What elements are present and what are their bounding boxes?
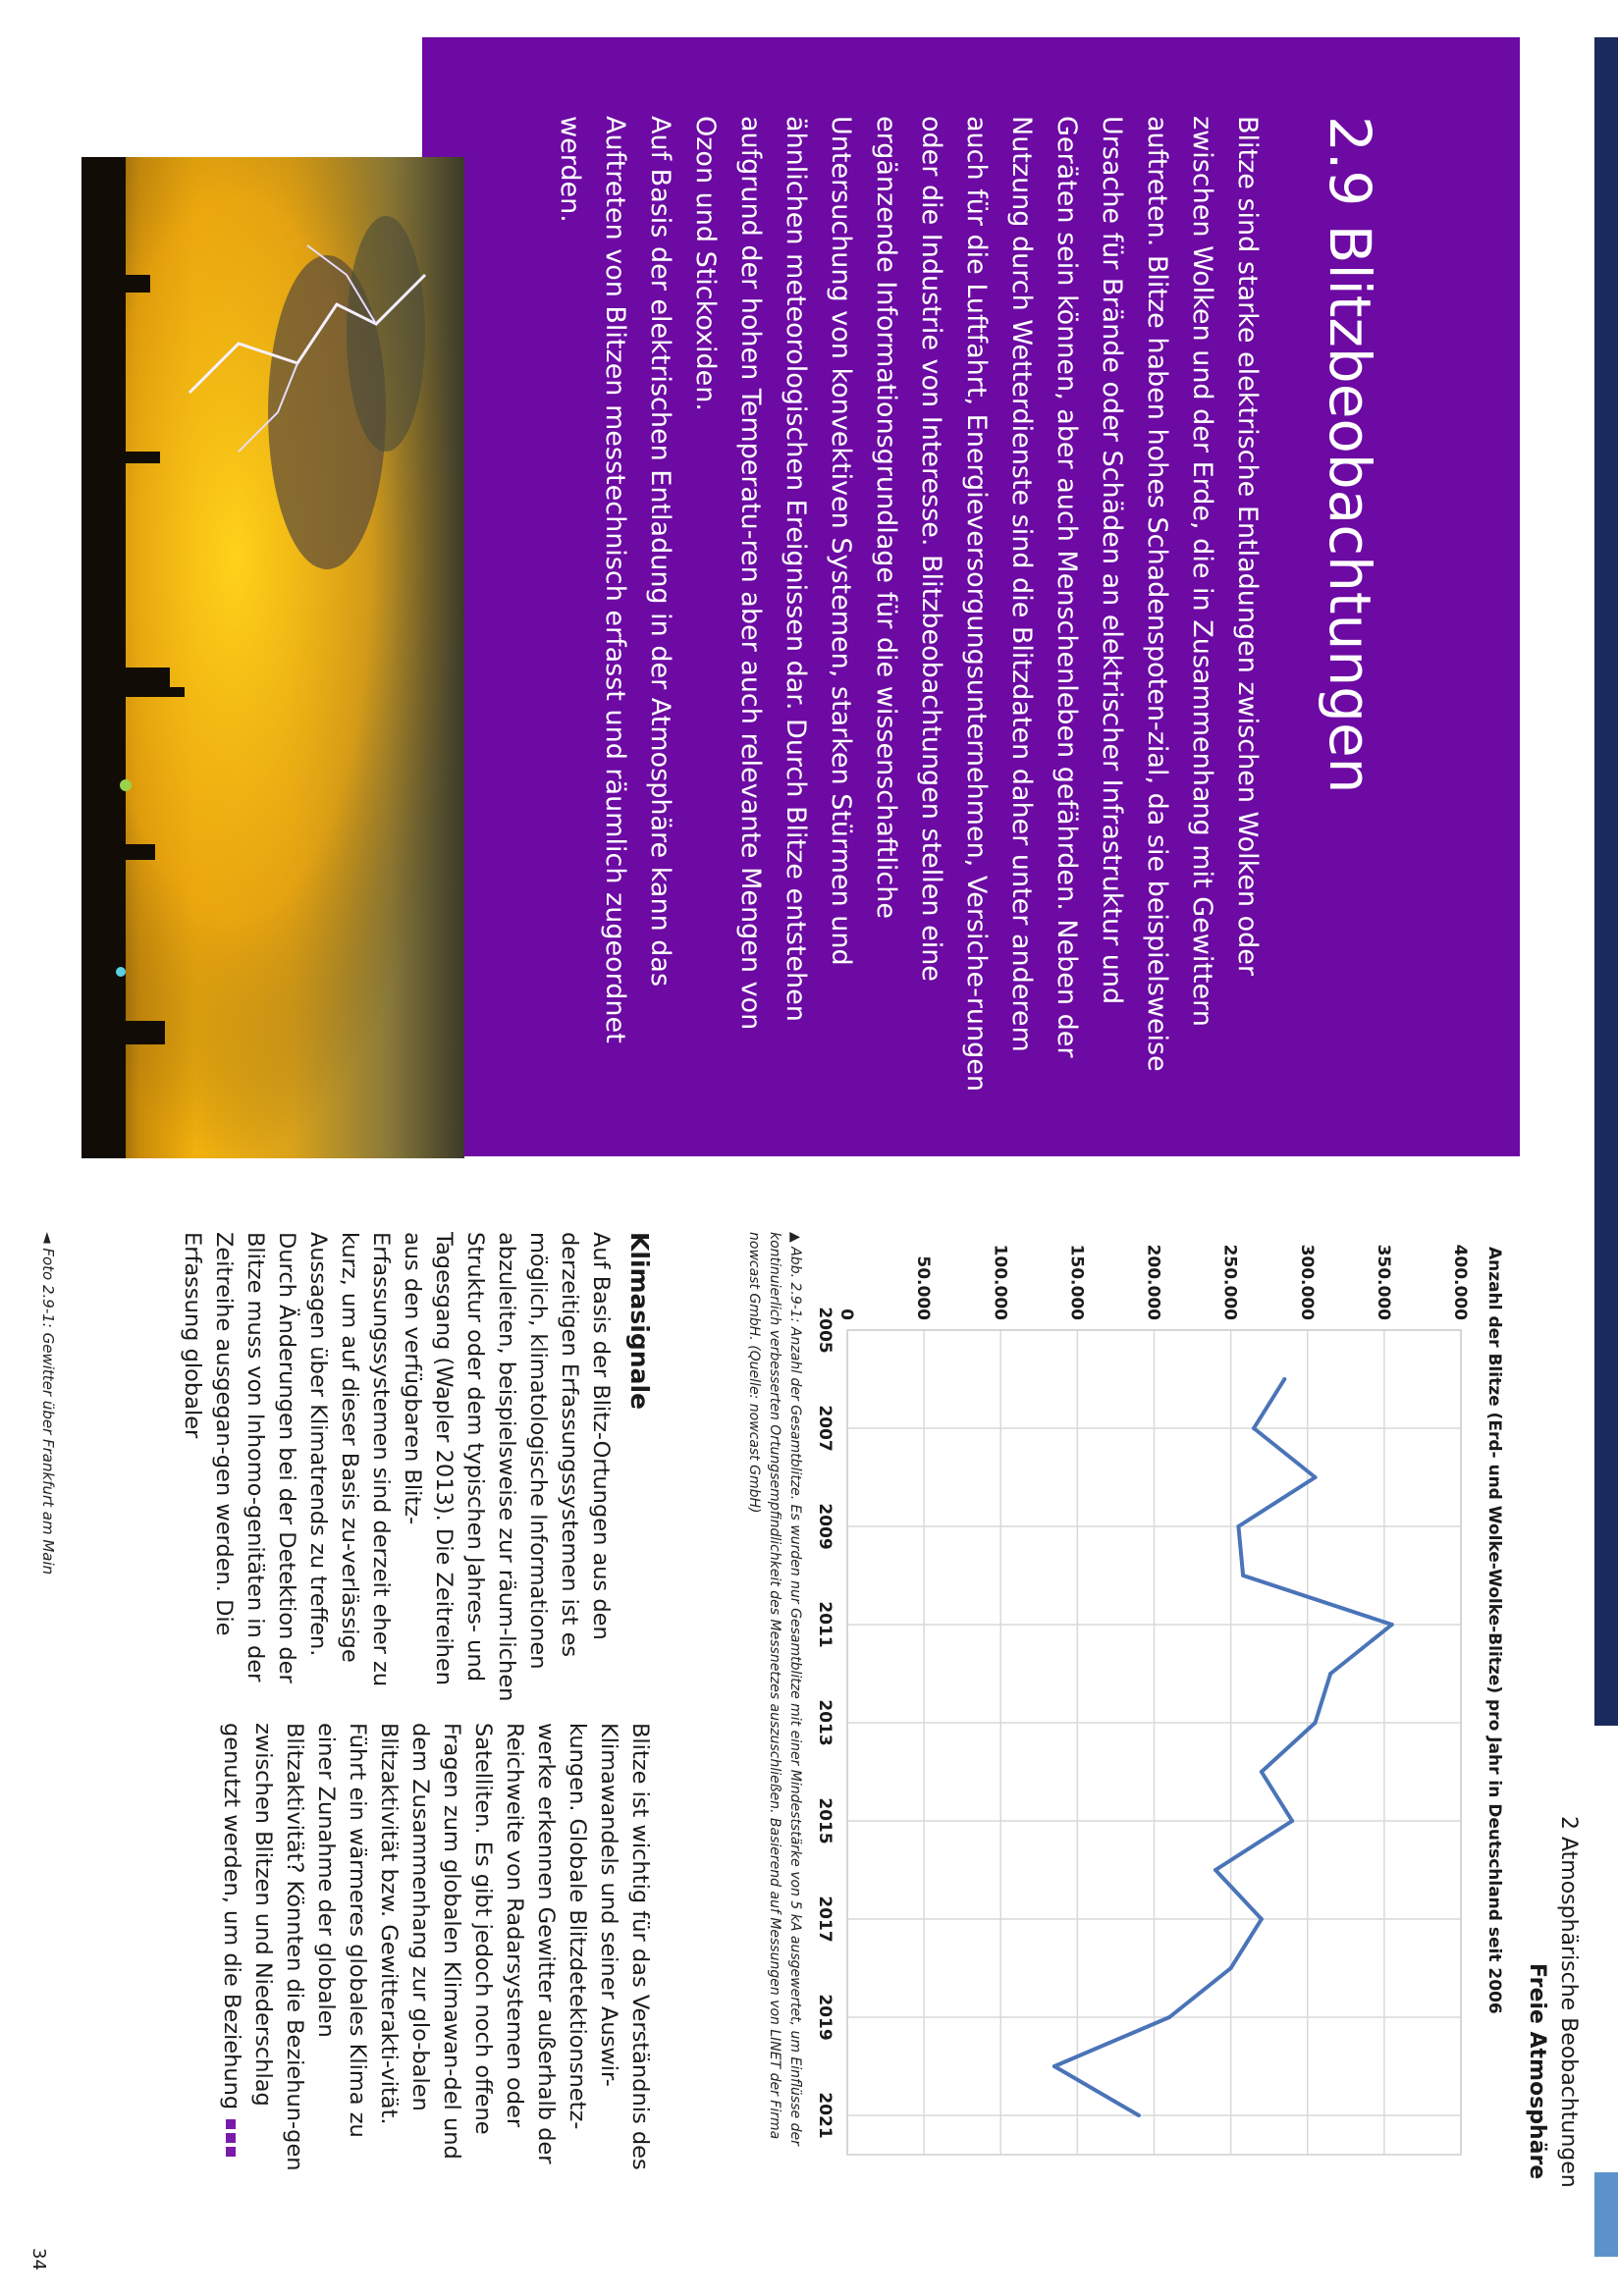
data-point: [1167, 2015, 1171, 2019]
photo-caption-text: Foto 2.9-1: Gewitter über Frankfurt am Main: [39, 1248, 57, 1575]
y-tick-label: 100.000: [990, 1244, 1010, 1320]
data-point: [1241, 1574, 1245, 1577]
y-tick-label: 300.000: [1296, 1244, 1317, 1320]
data-point: [1260, 1770, 1264, 1774]
x-tick-label: 2015: [815, 1797, 835, 1844]
header-bar: [1594, 37, 1618, 1726]
page-title: 2.9 Blitzbeobachtungen: [1317, 116, 1383, 794]
data-point: [1137, 2113, 1141, 2117]
thunderstorm-photo: [81, 157, 464, 1158]
y-tick-label: 400.000: [1450, 1244, 1470, 1320]
photo-caption-marker: ◄: [39, 1232, 57, 1244]
chart-svg: [808, 1237, 1476, 2169]
x-tick-label: 2007: [815, 1405, 835, 1452]
data-point: [1290, 1819, 1294, 1823]
klimasignale-heading: Klimasignale: [625, 1232, 654, 1410]
data-point: [1052, 2064, 1056, 2068]
klimasignale-column-2: [216, 1723, 656, 2174]
photo-caption: [39, 1232, 57, 1575]
y-tick-label: 200.000: [1143, 1244, 1163, 1320]
x-tick-label: 2017: [815, 1896, 835, 1943]
data-point: [1260, 1917, 1264, 1921]
x-tick-label: 2009: [815, 1503, 835, 1550]
data-point: [1229, 1966, 1233, 1970]
y-tick-label: 150.000: [1066, 1244, 1087, 1320]
series-line: [1054, 1379, 1392, 2115]
data-point: [1314, 1475, 1318, 1479]
intro-paragraph-1: Blitze sind starke elektrische Entladungen zwischen Wolken oder zwischen Wolken und der Erde, die in Zusammenhang mit Gewittern auftreten. Blitze haben hohes Schadenspoten-zial, da sie beispielsweise Ursache für Brände oder Schäden an elektrischer Infrastruktur und Geräten sein können, aber auch Menschenleben gefährden. Neben der Nutzung durch Wetterdienste sind die Blitzdaten daher unter anderem auch für die Luftfahrt, Energieversorgungsunternehmen, Versiche-rungen oder die Industrie von Interesse. Blitzbeobachtungen stellen eine ergänzende Informationsgrundlage für die wissenschaftliche Untersuchung von konvektiven Systemen, starken Stürmen und ähnlichen meteorologischen Ereignissen dar. Durch Blitze entstehen aufgrund der hohen Temperatu-ren aber auch relevante Mengen von Ozon und Stickoxiden.: [690, 116, 1263, 1093]
klimasignale-column-1: Auf Basis der Blitz-Ortungen aus den derzeitigen Erfassungssystemen ist es möglich, klimatologische Informationen abzuleiten, beispielsweise zur räum-lichen Struktur oder dem typischen Jahres- und Tagesgang (Wapler 2013). Die Zeitreihen aus den verfügbaren Blitz-Erfassungssystemen sind derzeit eher zu kurz, um auf dieser Basis zu-verlässige Aussagen über Klimatrends zu treffen. Durch Änderungen bei der Detektion der Blitze muss von Inhomo-genitäten in der Zeitreihe ausgegan-gen werden. Die Erfassung globaler: [180, 1232, 614, 1702]
intro-paragraph-2: Auf Basis der elektrischen Entladung in der Atmosphäre kann das Auftreten von Blitzen messtechnisch erfasst und räumlich zugeordnet werden.: [555, 116, 675, 1043]
accent-square: [1594, 2172, 1618, 2257]
y-tick-label: 350.000: [1373, 1244, 1393, 1320]
caption-marker: ▲: [787, 1232, 803, 1243]
data-point: [1282, 1377, 1286, 1381]
x-tick-label: 2013: [815, 1699, 835, 1746]
klimasignale-column-2-text: Blitze ist wichtig für das Verständnis des Klimawandels und seiner Auswir-kungen. Globale Blitzdetektionsnetz-werke erkennen Gewitter außerhalb der Reichweite von Radarsystemen oder Satelliten. Es gibt jedoch noch offene Fragen zum globalen Klimawan-del und dem Zusammenhang zur glo-balen Blitzaktivität bzw. Gewitterakti-vität. Führt ein wärmeres globales Klima zu einer Zunahme der globalen Blitzaktivität? Könnten die Beziehun-gen zwischen Blitzen und Niederschlag genutzt werden, um die Beziehung: [219, 1723, 653, 2171]
data-point: [1390, 1623, 1394, 1627]
data-point: [1236, 1524, 1240, 1528]
lightning-chart: [808, 1237, 1476, 2169]
header-section: 2 Atmosphärische Beobachtungen: [1556, 1816, 1581, 2188]
header-subsection: Freie Atmosphäre: [1525, 1963, 1549, 2180]
caption-label: Abb. 2.9-1:: [787, 1247, 803, 1323]
photo-illustration: [81, 157, 464, 1158]
chart-title: Anzahl der Blitze (Erd- und Wolke-Wolke-Blitze) pro Jahr in Deutschland seit 2006: [1484, 1247, 1504, 2014]
data-point: [1328, 1672, 1332, 1676]
intro-text: [547, 116, 1269, 1097]
x-tick-label: 2011: [815, 1601, 835, 1648]
end-marks: [216, 2115, 247, 2157]
data-point: [1314, 1721, 1318, 1725]
x-tick-label: 2021: [815, 2092, 835, 2139]
data-point: [1252, 1426, 1256, 1430]
y-tick-label: 50.000: [913, 1255, 934, 1320]
y-tick-label: 250.000: [1219, 1244, 1240, 1320]
caption-text: Anzahl der Gesamtblitze. Es wurden nur Gesamtblitze mit einer Mindeststärke von 5 kA ausgewertet, um Einflüsse der kontinuierlich verbesserten Ortungsempfindlichkeit des Messnetzes auszuschließen. Basierend auf Messungen von LINET der Firma nowcast GmbH. (Quelle: nowcast GmbH): [746, 1232, 803, 2146]
data-point: [1214, 1868, 1217, 1872]
x-tick-label: 2019: [815, 1994, 835, 2041]
page-number: 34: [28, 2248, 49, 2270]
figure-caption: [743, 1232, 805, 2174]
y-tick-label: 0: [836, 1308, 856, 1320]
x-tick-label: 2005: [815, 1307, 835, 1354]
